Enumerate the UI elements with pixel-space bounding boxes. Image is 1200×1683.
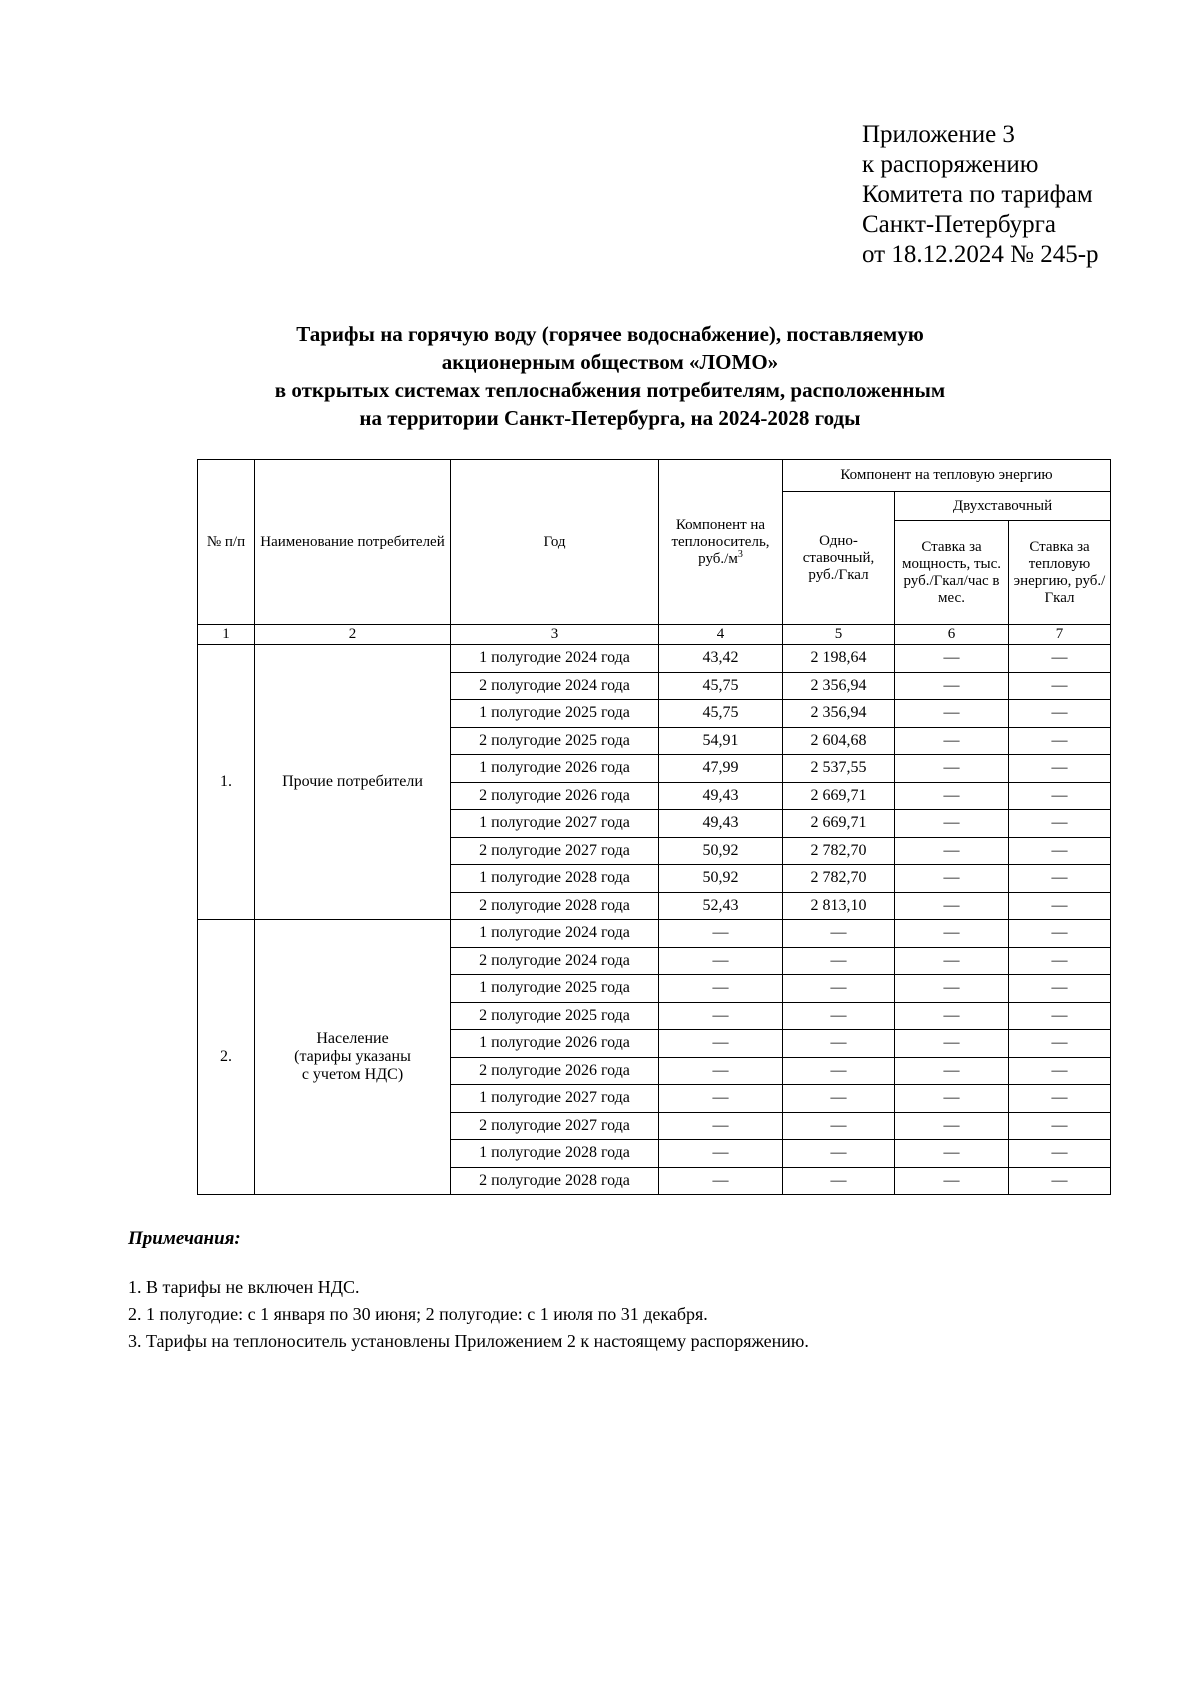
capacity-rate-value: — xyxy=(895,947,1009,975)
consumer-name xyxy=(255,920,451,1195)
energy-rate-value: — xyxy=(1009,1057,1111,1085)
year-cell: 2 полугодие 2024 года xyxy=(451,947,659,975)
coolant-value: — xyxy=(659,1002,783,1030)
appendix-header xyxy=(862,120,1099,270)
year-cell: 2 полугодие 2026 года xyxy=(451,1057,659,1085)
column-number: 7 xyxy=(1009,625,1111,645)
column-number: 3 xyxy=(451,625,659,645)
coolant-value: 47,99 xyxy=(659,755,783,783)
consumer-name-line: с учетом НДС) xyxy=(301,1066,404,1083)
capacity-rate-value: — xyxy=(895,1002,1009,1030)
coolant-value: 54,91 xyxy=(659,727,783,755)
year-cell: 2 полугодие 2028 года xyxy=(451,892,659,920)
header-coolant-sup: 3 xyxy=(737,548,743,560)
energy-rate-value: — xyxy=(1009,1167,1111,1195)
single-rate-value: — xyxy=(783,920,895,948)
header-year: Год xyxy=(451,460,659,625)
single-rate-value: — xyxy=(783,1140,895,1168)
column-number: 5 xyxy=(783,625,895,645)
capacity-rate-value: — xyxy=(895,1140,1009,1168)
column-number: 4 xyxy=(659,625,783,645)
header-num: № п/п xyxy=(198,460,255,625)
header-two-rate: Двухставочный xyxy=(895,492,1111,521)
energy-rate-value: — xyxy=(1009,837,1111,865)
capacity-rate-value: — xyxy=(895,1030,1009,1058)
title-line: на территории Санкт-Петербурга, на 2024-2028 годы xyxy=(359,406,861,430)
energy-rate-value: — xyxy=(1009,755,1111,783)
capacity-rate-value: — xyxy=(895,672,1009,700)
energy-rate-value: — xyxy=(1009,810,1111,838)
coolant-value: 45,75 xyxy=(659,700,783,728)
year-cell: 2 полугодие 2027 года xyxy=(451,1112,659,1140)
header-coolant-label: Компонент на теплоноситель, руб./м xyxy=(671,516,770,567)
single-rate-value: 2 669,71 xyxy=(783,810,895,838)
appendix-line: к распоряжению xyxy=(862,151,1039,178)
capacity-rate-value: — xyxy=(895,810,1009,838)
energy-rate-value: — xyxy=(1009,1030,1111,1058)
header-heat-component: Компонент на тепловую энергию xyxy=(783,460,1111,492)
capacity-rate-value: — xyxy=(895,782,1009,810)
capacity-rate-value: — xyxy=(895,755,1009,783)
capacity-rate-value: — xyxy=(895,1057,1009,1085)
coolant-value: — xyxy=(659,1057,783,1085)
coolant-value: 49,43 xyxy=(659,782,783,810)
capacity-rate-value: — xyxy=(895,920,1009,948)
single-rate-value: 2 356,94 xyxy=(783,672,895,700)
energy-rate-value: — xyxy=(1009,1112,1111,1140)
year-cell: 1 полугодие 2024 года xyxy=(451,920,659,948)
energy-rate-value: — xyxy=(1009,727,1111,755)
energy-rate-value: — xyxy=(1009,947,1111,975)
note-item: 1. В тарифы не включен НДС. xyxy=(128,1277,360,1297)
appendix-line: Комитета по тарифам xyxy=(862,181,1093,208)
single-rate-value: 2 782,70 xyxy=(783,865,895,893)
year-cell: 1 полугодие 2025 года xyxy=(451,700,659,728)
capacity-rate-value: — xyxy=(895,1085,1009,1113)
capacity-rate-value: — xyxy=(895,892,1009,920)
coolant-value: 52,43 xyxy=(659,892,783,920)
coolant-value: — xyxy=(659,1030,783,1058)
energy-rate-value: — xyxy=(1009,672,1111,700)
consumer-name: Прочие потребители xyxy=(255,645,451,920)
capacity-rate-value: — xyxy=(895,865,1009,893)
capacity-rate-value: — xyxy=(895,700,1009,728)
capacity-rate-value: — xyxy=(895,837,1009,865)
year-cell: 2 полугодие 2028 года xyxy=(451,1167,659,1195)
document-title xyxy=(180,320,1040,432)
coolant-value: 50,92 xyxy=(659,865,783,893)
year-cell: 1 полугодие 2027 года xyxy=(451,1085,659,1113)
coolant-value: — xyxy=(659,1112,783,1140)
single-rate-value: 2 782,70 xyxy=(783,837,895,865)
coolant-value: — xyxy=(659,1167,783,1195)
energy-rate-value: — xyxy=(1009,920,1111,948)
year-cell: 2 полугодие 2026 года xyxy=(451,782,659,810)
appendix-line: от 18.12.2024 № 245-р xyxy=(862,241,1099,268)
appendix-line: Санкт-Петербурга xyxy=(862,211,1057,238)
energy-rate-value: — xyxy=(1009,865,1111,893)
single-rate-value: 2 813,10 xyxy=(783,892,895,920)
header-consumers: Наименование потребителей xyxy=(255,460,451,625)
coolant-value: 45,75 xyxy=(659,672,783,700)
year-cell: 1 полугодие 2024 года xyxy=(451,645,659,673)
notes-list xyxy=(128,1274,809,1355)
single-rate-value: — xyxy=(783,1167,895,1195)
energy-rate-value: — xyxy=(1009,975,1111,1003)
header-coolant xyxy=(659,460,783,625)
energy-rate-value: — xyxy=(1009,1002,1111,1030)
column-number: 1 xyxy=(198,625,255,645)
coolant-value: — xyxy=(659,947,783,975)
single-rate-value: — xyxy=(783,1057,895,1085)
column-number: 2 xyxy=(255,625,451,645)
notes-heading: Примечания: xyxy=(128,1228,241,1249)
capacity-rate-value: — xyxy=(895,1112,1009,1140)
year-cell: 1 полугодие 2026 года xyxy=(451,1030,659,1058)
single-rate-value: 2 537,55 xyxy=(783,755,895,783)
note-item: 2. 1 полугодие: с 1 января по 30 июня; 2 полугодие: с 1 июля по 31 декабря. xyxy=(128,1304,708,1324)
consumer-name-line: (тарифы указаны xyxy=(294,1048,411,1065)
coolant-value: 43,42 xyxy=(659,645,783,673)
column-number: 6 xyxy=(895,625,1009,645)
title-line: акционерным обществом «ЛОМО» xyxy=(441,350,779,374)
row-group-number: 1. xyxy=(198,645,255,920)
energy-rate-value: — xyxy=(1009,1085,1111,1113)
energy-rate-value: — xyxy=(1009,892,1111,920)
year-cell: 1 полугодие 2028 года xyxy=(451,865,659,893)
coolant-value: — xyxy=(659,1085,783,1113)
title-line: Тарифы на горячую воду (горячее водоснабжение), поставляемую xyxy=(296,322,924,346)
single-rate-value: — xyxy=(783,1112,895,1140)
year-cell: 1 полугодие 2027 года xyxy=(451,810,659,838)
year-cell: 2 полугодие 2027 года xyxy=(451,837,659,865)
table-row xyxy=(198,645,1111,673)
capacity-rate-value: — xyxy=(895,645,1009,673)
table-row xyxy=(198,920,1111,948)
year-cell: 1 полугодие 2026 года xyxy=(451,755,659,783)
year-cell: 1 полугодие 2028 года xyxy=(451,1140,659,1168)
capacity-rate-value: — xyxy=(895,727,1009,755)
single-rate-value: — xyxy=(783,1002,895,1030)
year-cell: 1 полугодие 2025 года xyxy=(451,975,659,1003)
year-cell: 2 полугодие 2025 года xyxy=(451,1002,659,1030)
year-cell: 2 полугодие 2025 года xyxy=(451,727,659,755)
table-body xyxy=(198,645,1111,1195)
header-single-rate: Одно-ставочный, руб./Гкал xyxy=(783,492,895,625)
single-rate-value: 2 356,94 xyxy=(783,700,895,728)
header-capacity-rate: Ставка за мощность, тыс. руб./Гкал/час в мес. xyxy=(895,521,1009,625)
single-rate-value: — xyxy=(783,1030,895,1058)
single-rate-value: 2 669,71 xyxy=(783,782,895,810)
note-item: 3. Тарифы на теплоноситель установлены Приложением 2 к настоящему распоряжению. xyxy=(128,1331,809,1351)
title-line: в открытых системах теплоснабжения потребителям, расположенным xyxy=(274,378,946,402)
coolant-value: — xyxy=(659,975,783,1003)
capacity-rate-value: — xyxy=(895,1167,1009,1195)
tariffs-table xyxy=(197,459,1111,1195)
year-cell: 2 полугодие 2024 года xyxy=(451,672,659,700)
energy-rate-value: — xyxy=(1009,645,1111,673)
single-rate-value: — xyxy=(783,947,895,975)
coolant-value: — xyxy=(659,1140,783,1168)
single-rate-value: — xyxy=(783,1085,895,1113)
energy-rate-value: — xyxy=(1009,700,1111,728)
appendix-line: Приложение 3 xyxy=(862,121,1015,148)
single-rate-value: — xyxy=(783,975,895,1003)
consumer-name-line: Население xyxy=(316,1030,389,1047)
coolant-value: 49,43 xyxy=(659,810,783,838)
single-rate-value: 2 198,64 xyxy=(783,645,895,673)
energy-rate-value: — xyxy=(1009,782,1111,810)
row-group-number: 2. xyxy=(198,920,255,1195)
header-energy-rate: Ставка за тепловую энергию, руб./Гкал xyxy=(1009,521,1111,625)
coolant-value: 50,92 xyxy=(659,837,783,865)
energy-rate-value: — xyxy=(1009,1140,1111,1168)
single-rate-value: 2 604,68 xyxy=(783,727,895,755)
capacity-rate-value: — xyxy=(895,975,1009,1003)
coolant-value: — xyxy=(659,920,783,948)
